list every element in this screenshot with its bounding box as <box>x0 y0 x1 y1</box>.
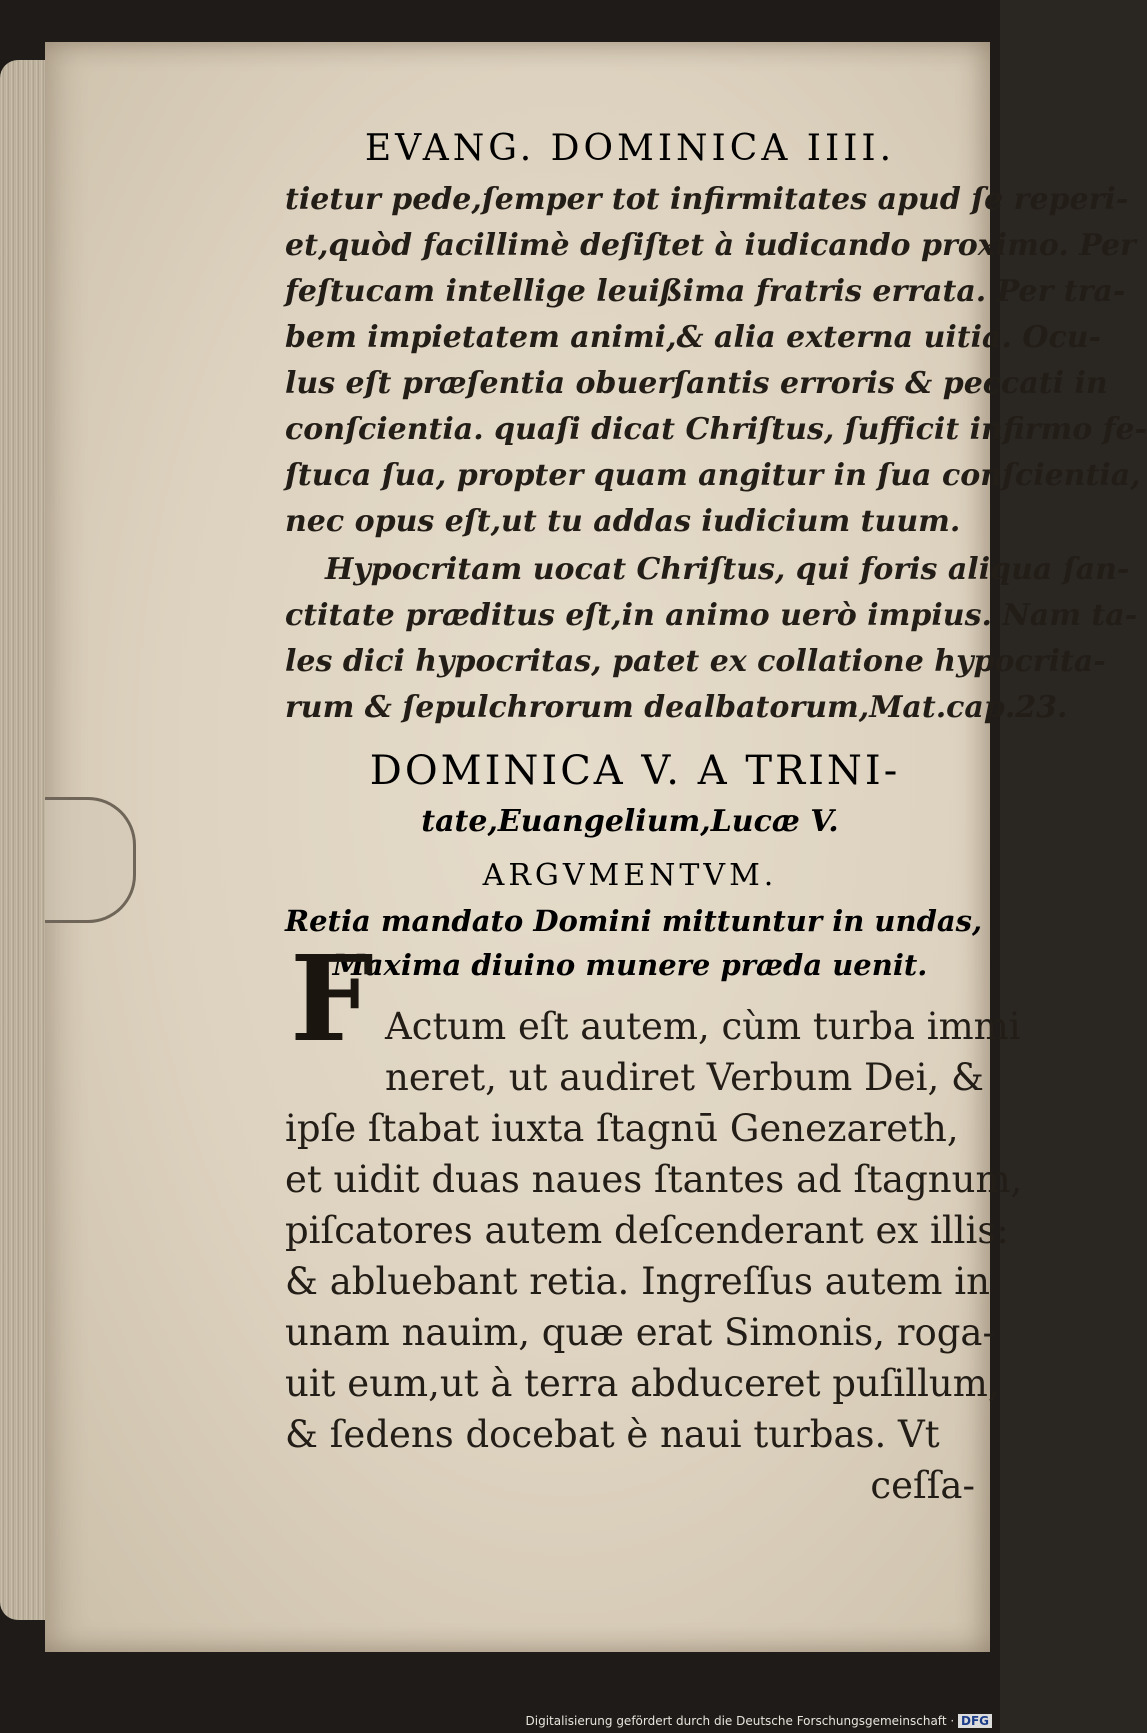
verse-line: Retia mandato Domini mittuntur in undas, <box>285 904 983 938</box>
gospel-line: et uidit duas naues ſtantes ad ſtagnum, <box>285 1158 1023 1201</box>
paragraph2-line: Hypocritam uocat Chriſtus, qui foris aliqua ſan- <box>325 552 1130 587</box>
gospel-line: unam nauim, quæ erat Simonis, roga- <box>285 1311 995 1354</box>
paragraph2-line: rum & ſepulchrorum dealbatorum,Mat.cap.23. <box>285 690 1068 725</box>
footer-text: Digitalisierung gefördert durch die Deutsche Forschungsgemeinschaft <box>525 1714 947 1728</box>
footer-credit: Digitalisierung gefördert durch die Deutsche Forschungsgemeinschaft · DFG <box>526 1714 992 1728</box>
dfg-logo: DFG <box>958 1714 992 1728</box>
section-title: DOMINICA V. A TRINI- <box>369 748 901 794</box>
argument-title: ARGVMENTVM. <box>482 858 778 893</box>
gospel-line: ipſe ſtabat iuxta ſtagnū Genezareth, <box>285 1107 959 1150</box>
gospel-line: & ſedens docebat è naui turbas. Vt <box>285 1413 940 1456</box>
paragraph1-line: lus eſt præſentia obuerſantis erroris & peccati in <box>285 366 1108 401</box>
gospel-line: piſcatores autem deſcenderant ex illis: <box>285 1209 1009 1252</box>
paragraph2-line: ctitate præditus eſt,in animo uerò impius. Nam ta- <box>285 598 1138 633</box>
paragraph1-line: et,quòd facillimè deſiſtet à iudicando proximo. Per <box>285 228 1136 263</box>
paragraph1-line: feſtucam intellige leuißima fratris errata. Per tra- <box>285 274 1126 309</box>
paragraph1-line: conſcientia. quaſi dicat Chriſtus, ſufficit infirmo fe- <box>285 412 1147 447</box>
catchword: ceſſa- <box>870 1464 975 1507</box>
drop-capital: F <box>290 929 374 1068</box>
gospel-line: & abluebant retia. Ingreſſus autem in <box>285 1260 990 1303</box>
gospel-line: uit eum,ut à terra abduceret puſillum, <box>285 1362 1000 1405</box>
paragraph2-line: les dici hypocritas, patet ex collatione hypocrita- <box>285 644 1106 679</box>
running-header: EVANG. DOMINICA IIII. <box>364 128 896 169</box>
section-subtitle: tate,Euangelium,Lucæ V. <box>421 804 839 839</box>
paragraph1-line: ſtuca ſua, propter quam angitur in ſua conſcientia, <box>285 458 1141 493</box>
gospel-line: neret, ut audiret Verbum Dei, & <box>385 1056 984 1099</box>
page-clip <box>45 797 136 923</box>
paragraph1-line: nec opus eſt,ut tu addas iudicium tuum. <box>285 504 961 539</box>
verse-line: Maxima diuino munere præda uenit. <box>332 948 928 982</box>
paragraph1-line: bem impietatem animi,& alia externa uitia. Ocu- <box>285 320 1102 355</box>
paragraph1-line: tietur pede,ſemper tot infirmitates apud ſe reperi- <box>285 182 1129 217</box>
gospel-line: Actum eſt autem, cùm turba immi <box>385 1005 1021 1048</box>
